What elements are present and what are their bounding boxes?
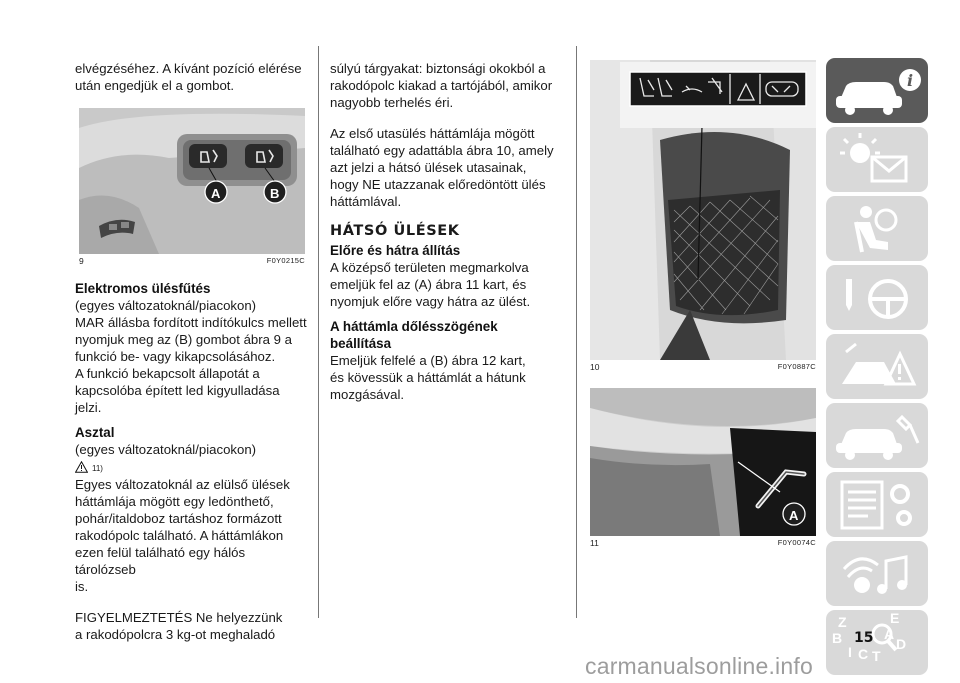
watermark-text: carmanualsonline.info	[585, 653, 813, 679]
index-letter: E	[890, 610, 900, 626]
emergency-icon	[826, 334, 928, 399]
figure-9-label-a: A	[211, 186, 221, 201]
section-heading-forward-back: Előre és hátra állítás	[330, 243, 461, 258]
figure-number: 11	[590, 538, 599, 548]
multimedia-icon	[826, 541, 928, 606]
body-line: ezen felül található egy hálós tárolózseb	[75, 545, 246, 577]
sidebar-item-technical-data[interactable]	[826, 472, 928, 537]
sidebar-item-warning-lights[interactable]	[826, 127, 928, 192]
sidebar-item-driving[interactable]	[826, 265, 928, 330]
column-divider-2	[576, 46, 577, 618]
maintenance-icon	[826, 403, 928, 468]
chapter-heading-rear-seats: HÁTSÓ ÜLÉSEK	[330, 223, 460, 239]
index-letter: B	[832, 630, 843, 646]
section-heading-backrest-tilt-2: beállítása	[330, 336, 392, 351]
index-letter: T	[872, 648, 881, 664]
body-line: jelzi.	[75, 400, 102, 415]
page-number: 15	[854, 630, 874, 646]
figure-9-caption	[79, 256, 305, 266]
section-heading-heated-seats: Elektromos ülésfűtés	[75, 281, 211, 296]
technical-data-icon	[826, 472, 928, 537]
index-letter: I	[848, 644, 852, 660]
figure-11-label-a: A	[789, 508, 799, 523]
airbag-safety-icon	[826, 196, 928, 261]
figure-code: F0Y0074C	[777, 538, 816, 547]
intro-line: elvégzéséhez. A kívánt pozíció elérése	[75, 61, 302, 76]
body-line: nyomjuk meg az (B) gombot ábra 9 a	[75, 332, 292, 347]
body-line: található egy adattábla ábra 10, amely	[330, 143, 554, 158]
body-line: és kövessük a háttámlát a hátunk	[330, 370, 526, 385]
sidebar-item-maintenance[interactable]	[826, 403, 928, 468]
column-3	[590, 60, 816, 548]
figure-11-caption	[590, 538, 816, 548]
body-line: funkció be- vagy kikapcsolásához.	[75, 349, 276, 364]
warning-line: a rakodópolcra 3 kg-ot meghaladó	[75, 627, 276, 642]
figure-number: 9	[79, 256, 84, 266]
sidebar-item-safety[interactable]	[826, 196, 928, 261]
sidebar-item-car-info[interactable]	[826, 58, 928, 123]
body-line: pohár/italdoboz tartáshoz formázott	[75, 511, 282, 526]
figure-10-rear-label	[590, 60, 816, 360]
figure-code: F0Y0887C	[777, 362, 816, 371]
body-line: hogy NE utazzanak előredöntött ülés	[330, 177, 546, 192]
figure-9-label-b: B	[270, 186, 280, 201]
body-line: Egyes változatoknál az elülső ülések	[75, 477, 290, 492]
column-2	[330, 60, 562, 403]
warning-lights-icon	[826, 127, 928, 192]
section-heading-table: Asztal	[75, 425, 115, 440]
body-line: nyomjuk előre vagy hátra az ülést.	[330, 294, 531, 309]
index-letter: Z	[838, 614, 847, 630]
chapter-sidebar	[826, 58, 928, 679]
sidebar-item-emergency[interactable]	[826, 334, 928, 399]
body-line: A középső területen megmarkolva	[330, 260, 529, 275]
index-letter: C	[858, 646, 869, 662]
car-info-icon	[826, 58, 928, 123]
body-line: (egyes változatoknál/piacokon)	[75, 442, 257, 457]
body-line: nagyobb terhelés éri.	[330, 95, 454, 110]
intro-line: után engedjük el a gombot.	[75, 78, 235, 93]
body-line: Az első utasülés háttámlája mögött	[330, 126, 535, 141]
sidebar-item-index[interactable]	[826, 610, 928, 675]
body-line: Emeljük felfelé a (B) ábra 12 kart,	[330, 353, 526, 368]
body-line: rakodópolc található. A háttámlákon	[75, 528, 284, 543]
index-letter: D	[896, 636, 907, 652]
svg-text:i: i	[907, 71, 914, 90]
body-line: A funkció bekapcsolt állapotát a	[75, 366, 260, 381]
section-heading-backrest-tilt: A háttámla dőlésszögének	[330, 319, 498, 334]
sidebar-item-multimedia[interactable]	[826, 541, 928, 606]
body-line: (egyes változatoknál/piacokon)	[75, 298, 257, 313]
figure-code: F0Y0215C	[266, 256, 305, 265]
figure-9-seat-switches	[79, 108, 305, 254]
body-line: rakodópolc kiakad a tartójából, amikor	[330, 78, 553, 93]
body-line: háttámlával.	[330, 194, 402, 209]
body-line: MAR állásba fordított indítókulcs mellett	[75, 315, 307, 330]
figure-11-seat-lever	[590, 388, 816, 536]
warning-ref-number: 11)	[92, 464, 103, 473]
index-letter: A	[884, 626, 895, 642]
body-line: emeljük fel az (A) ábra 11 kart, és	[330, 277, 527, 292]
warning-reference	[75, 459, 307, 473]
body-line: azt jelzi a hátsó ülések utasainak,	[330, 160, 527, 175]
body-line: is.	[75, 579, 89, 594]
column-1	[75, 60, 307, 643]
starting-driving-icon	[826, 265, 928, 330]
column-divider-1	[318, 46, 319, 618]
body-line: súlyú tárgyakat: biztonsági okokból a	[330, 61, 546, 76]
figure-10-caption	[590, 362, 816, 372]
warning-line: FIGYELMEZTETÉS Ne helyezzünk	[75, 610, 283, 625]
figure-number: 10	[590, 362, 600, 372]
body-line: kapcsolóba épített led kigyulladása	[75, 383, 280, 398]
body-line: háttámlája mögött egy ledönthető,	[75, 494, 274, 509]
warning-triangle-icon	[75, 461, 88, 473]
body-line: mozgásával.	[330, 387, 405, 402]
